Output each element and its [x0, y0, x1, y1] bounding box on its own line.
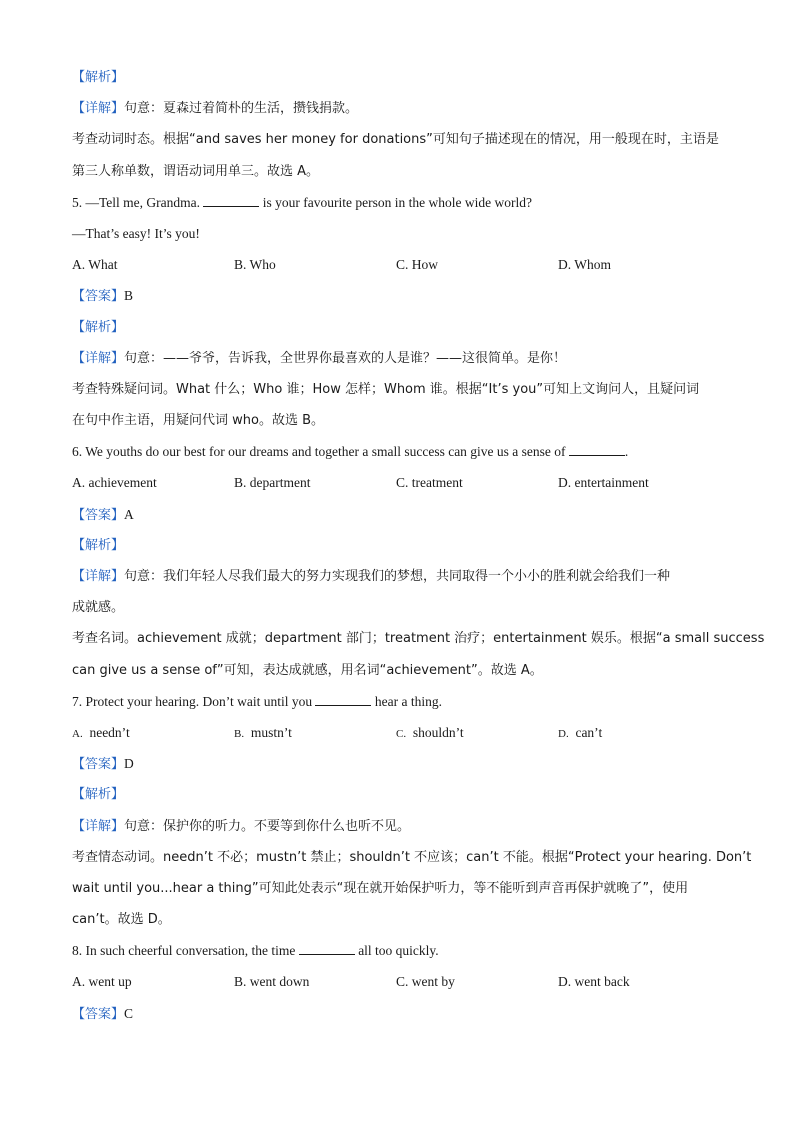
- analysis-heading: [72, 62, 722, 93]
- question-6-before: 6. We youths do our best for our dreams and together a small success can give us a sense of: [72, 444, 566, 460]
- question-7-explanation-2: wait until you...hear a thing”可知此处表示“现在就开始保护听力，等不能听到声音再保护就晚了”，使用: [72, 880, 689, 896]
- question-6-explanation-2: can give us a sense of”可知，表达成就感，用名词“achievement”。故选 A。: [72, 662, 543, 678]
- option-d: D. went back: [558, 974, 630, 990]
- answer-value: A: [124, 506, 134, 522]
- question-6-explanation-1: 考查名词。achievement 成就；department 部门；treatment 治疗；entertainment 娱乐。根据“a small success: [72, 631, 765, 647]
- detail-text: 句意：保护你的听力。不要等到你什么也听不见。: [124, 818, 411, 834]
- question-8-options: [72, 966, 722, 997]
- option-word: mustn’t: [250, 724, 292, 740]
- option-b: B. department: [234, 475, 311, 491]
- option-letter: A.: [72, 727, 83, 740]
- option-a: A. went up: [72, 974, 132, 990]
- document-page: [72, 62, 765, 1029]
- question-7-stem: [72, 686, 722, 717]
- question-6-options: [72, 467, 722, 498]
- detail-tag: 【详解】: [72, 818, 125, 834]
- question-5-detail: [72, 343, 722, 374]
- question-7-blank: [315, 695, 371, 706]
- detail-tag: 【详解】: [72, 101, 125, 117]
- option-word: shouldn’t: [412, 724, 464, 740]
- question-6-after: .: [624, 444, 629, 460]
- question-5-after: is your favourite person in the whole wide world?: [262, 194, 532, 210]
- option-b: [234, 717, 396, 748]
- question-8-before: 8. In such cheerful conversation, the time: [72, 943, 296, 959]
- analysis-tag: 【解析】: [72, 70, 125, 85]
- question-6-analysis: [72, 530, 722, 561]
- question-8-answer: [72, 998, 722, 1029]
- question-6-blank: [569, 445, 625, 456]
- question-7-after: hear a thing.: [374, 693, 442, 709]
- option-b: B. went down: [234, 974, 310, 990]
- question-8-after: all too quickly.: [358, 943, 439, 959]
- question-6-detail: [72, 561, 722, 592]
- question-6-answer: [72, 499, 722, 530]
- question-7-explanation-3: can’t。故选 D。: [72, 912, 171, 928]
- option-a: A. achievement: [72, 475, 157, 491]
- option-d: D. entertainment: [558, 475, 649, 491]
- question-6-detail-2: 成就感。: [72, 600, 125, 616]
- question-5-dialogue: —That’s easy! It’s you!: [72, 225, 200, 241]
- analysis-tag: 【解析】: [72, 537, 125, 553]
- question-5-explanation-1: 考查特殊疑问词。What 什么；Who 谁；How 怎样；Whom 谁。根据“It’s you”可知上文询问人，且疑问词: [72, 381, 700, 397]
- question-5-analysis: [72, 312, 722, 343]
- answer-value: C: [124, 1005, 134, 1021]
- option-c: C. How: [396, 257, 439, 273]
- answer-tag: 【答案】: [72, 1006, 125, 1022]
- question-5-answer: [72, 280, 722, 311]
- option-d: [558, 717, 720, 748]
- answer-value: D: [124, 756, 134, 772]
- option-c: [396, 717, 558, 748]
- question-8-blank: [299, 944, 355, 955]
- detail-line: [72, 93, 722, 124]
- question-5-options: [72, 249, 722, 280]
- analysis-tag: 【解析】: [72, 319, 125, 335]
- option-word: needn’t: [89, 724, 130, 740]
- question-7-detail: [72, 811, 722, 842]
- question-7-before: 7. Protect your hearing. Don’t wait until you: [72, 693, 313, 709]
- detail-tag: 【详解】: [72, 569, 125, 584]
- explanation-line-2: 第三人称单数，谓语动词用单三。故选 A。: [72, 163, 320, 179]
- detail-tag: 【详解】: [72, 350, 125, 366]
- question-7-options: [72, 717, 722, 748]
- answer-tag: 【答案】: [72, 289, 125, 305]
- option-b: B. Who: [234, 257, 276, 273]
- detail-text: 句意：——爷爷，告诉我，全世界你最喜欢的人是谁？——这很简单。是你！: [124, 350, 567, 366]
- answer-tag: 【答案】: [72, 507, 125, 523]
- option-a: A. What: [72, 257, 118, 273]
- question-5-blank: [203, 196, 259, 207]
- option-a: [72, 717, 234, 748]
- option-letter: B.: [234, 727, 245, 740]
- explanation-line-1: 考查动词时态。根据“and saves her money for donations”可知句子描述现在的情况，用一般现在时，主语是: [72, 132, 719, 148]
- option-c: C. went by: [396, 974, 455, 990]
- answer-tag: 【答案】: [72, 757, 125, 773]
- detail-text: 句意：我们年轻人尽我们最大的努力实现我们的梦想，共同取得一个小小的胜利就会给我们一种: [124, 569, 671, 584]
- question-5-stem: [72, 187, 722, 218]
- question-5-explanation-2: 在句中作主语，用疑问代词 who。故选 B。: [72, 413, 325, 429]
- detail-text: 句意：夏森过着简朴的生活，攒钱捐款。: [124, 101, 359, 117]
- option-letter: C.: [396, 727, 407, 740]
- question-5-before: 5. —Tell me, Grandma.: [72, 194, 201, 210]
- answer-value: B: [124, 288, 134, 304]
- option-c: C. treatment: [396, 475, 463, 491]
- question-7-explanation-1: 考查情态动词。needn’t 不必；mustn’t 禁止；shouldn’t 不应该；can’t 不能。根据“Protect your hearing. Don’t: [72, 849, 752, 865]
- analysis-tag: 【解析】: [72, 787, 125, 803]
- question-7-answer: [72, 748, 722, 779]
- question-8-stem: [72, 935, 722, 966]
- option-letter: D.: [558, 727, 569, 740]
- option-word: can’t: [575, 724, 603, 740]
- question-7-analysis: [72, 779, 722, 810]
- option-d: D. Whom: [558, 257, 611, 273]
- question-6-stem: [72, 436, 722, 467]
